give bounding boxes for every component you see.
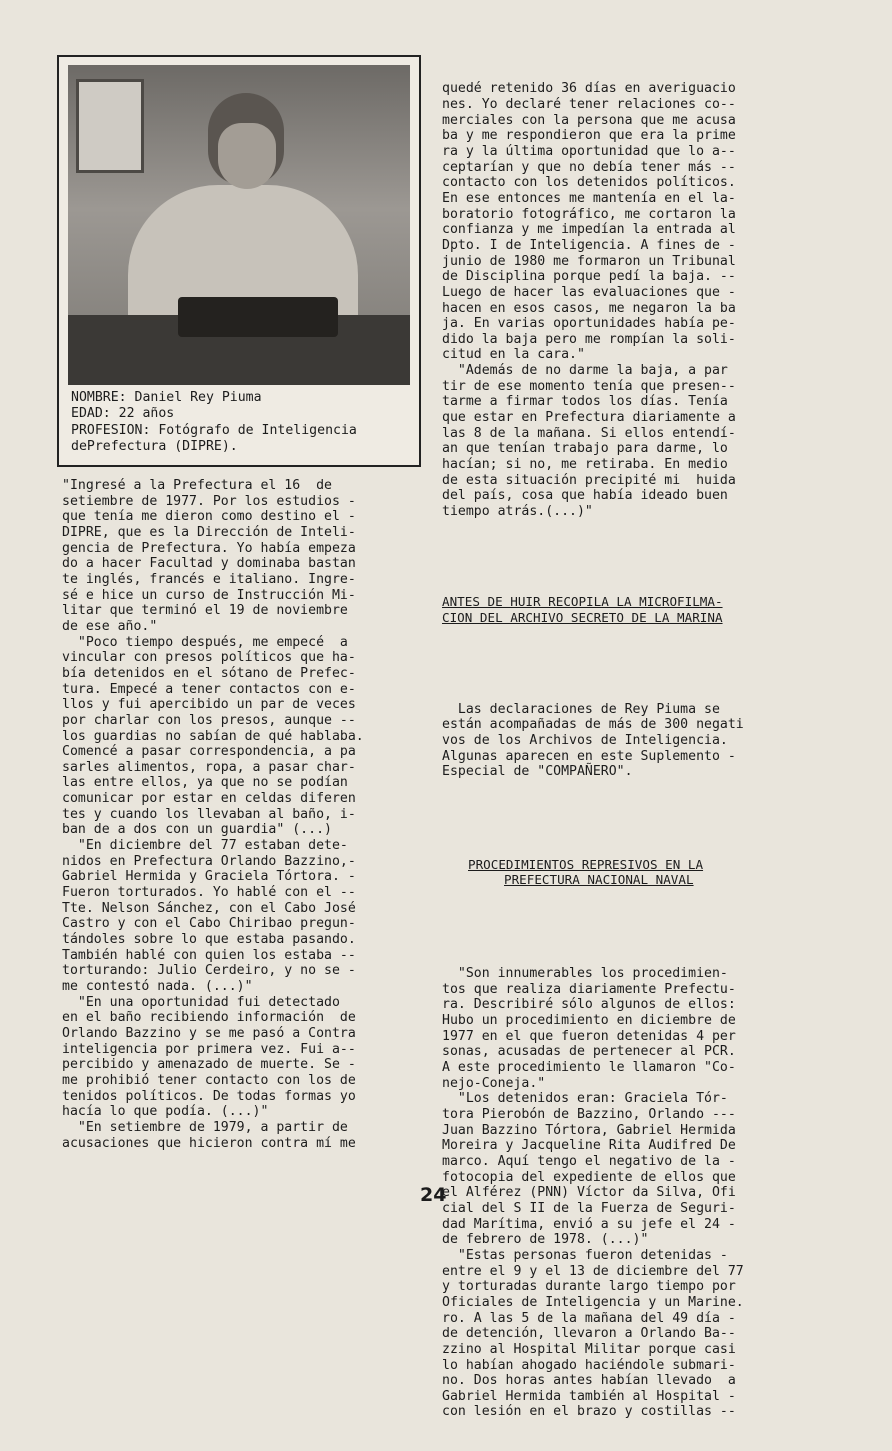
text-line: los guardias no sabían de qué hablaba. [62,728,364,744]
text-line: "Son innumerables los procedimien- [442,966,728,982]
text-line: te inglés, francés e italiano. Ingre- [62,571,356,587]
page-number: 24 [420,1184,447,1206]
text-line: Luego de hacer las evaluaciones que - [442,284,736,300]
text-line: tes y cuando los llevaban al baño, i- [62,806,356,822]
right-column-mid [442,702,807,780]
text-line: citud en la cara." [442,347,585,363]
text-line: junio de 1980 me formaron un Tribunal [442,253,736,269]
text-line: Oficiales de Inteligencia y un Marine. [442,1294,744,1310]
heading-microfilm [442,594,807,625]
text-line: Las declaraciones de Rey Piuma se [442,701,720,717]
text-line: tarme a firmar todos los días. Tenía [442,394,728,410]
text-line: tándoles sobre lo que estaba pasando. [62,932,356,948]
text-line: de febrero de 1978. (...)" [442,1232,649,1248]
heading-procedures-line1: PROCEDIMIENTOS REPRESIVOS EN LA [468,856,704,872]
right-column [442,50,807,1451]
text-line: Gabriel Hermida y Graciela Tórtora. - [62,869,356,885]
text-line: an que tenían trabajo para darme, lo [442,441,728,457]
text-line: que estar en Prefectura diariamente a [442,410,736,426]
text-line: A este procedimiento le llamaron "Co- [442,1060,736,1076]
text-line: me prohibió tener contacto con los de [62,1072,356,1088]
text-line: "Estas personas fueron detenidas - [442,1247,728,1263]
text-line: do a hacer Facultad y dominaba bastan [62,556,356,572]
text-line: nidos en Prefectura Orlando Bazzino,- [62,853,356,869]
heading-microfilm-line1: ANTES DE HUIR RECOPILA LA MICROFILMA- [442,594,723,610]
text-line: tiempo atrás.(...)" [442,504,593,520]
text-line: "En una oportunidad fui detectado [62,994,340,1010]
photo-box [57,55,421,467]
text-line: tenidos políticos. De todas formas yo [62,1088,356,1104]
text-line: inteligencia por primera vez. Fui a-- [62,1041,356,1057]
text-line: zzino al Hospital Militar porque casi [442,1341,736,1357]
text-line: sonas, acusadas de pertenecer al PCR. [442,1044,736,1060]
text-line: sé e hice un curso de Instrucción Mi- [62,587,356,603]
text-line: 1977 en el que fueron detenidas 4 per [442,1028,736,1044]
text-line: hacen en esos casos, me negaron la ba [442,300,736,316]
text-line: Dpto. I de Inteligencia. A fines de - [442,237,736,253]
text-line: También hablé con quien los estaba -- [62,947,356,963]
text-line: en el baño recibiendo información de [62,1010,356,1026]
text-line: bía detenidos en el sótano de Prefec- [62,665,356,681]
caption-age: EDAD: 22 años [71,406,175,422]
text-line: Especial de "COMPAÑERO". [442,764,633,780]
text-line: que tenía me dieron como destino el - [62,509,356,525]
text-line: torturando: Julio Cerdeiro, y no se - [62,963,356,979]
text-line: tir de ese momento tenía que presen-- [442,378,736,394]
text-line: "Además de no darme la baja, a par [442,363,728,379]
caption-agency: dePrefectura (DIPRE). [71,439,238,455]
text-line: vincular con presos políticos que ha- [62,650,356,666]
text-line: tura. Empecé a tener contactos con e- [62,681,356,697]
text-line: DIPRE, que es la Dirección de Inteli- [62,524,356,540]
text-line: merciales con la persona que me acusa [442,112,736,128]
text-line: ra y la última oportunidad que lo a-- [442,143,736,159]
text-line: quedé retenido 36 días en averiguacio [442,81,736,97]
text-line: tos que realiza diariamente Prefectu- [442,981,736,997]
text-line: Hubo un procedimiento en diciembre de [442,1013,736,1029]
right-column-top [442,81,807,519]
caption-profession: PROFESION: Fotógrafo de Inteligencia [71,422,357,438]
text-line: Moreira y Jacqueline Rita Audifred De [442,1138,736,1154]
text-line: ceptarían y que no debía tener más -- [442,159,736,175]
text-line: ja. En varias oportunidades había pe- [442,316,736,332]
text-line: el Alférez (PNN) Víctor da Silva, Ofi [442,1185,736,1201]
text-line: de ese año." [62,618,158,634]
text-line: confianza y me impedían la entrada al [442,222,736,238]
text-line: "Ingresé a la Prefectura el 16 de [62,478,332,493]
text-line: nejo-Coneja." [442,1075,546,1091]
text-line: contacto con los detenidos políticos. [442,175,736,191]
text-line: de esta situación precipité mi huida [442,472,736,488]
heading-microfilm-line2: CION DEL ARCHIVO SECRETO DE LA MARINA [442,609,723,625]
left-column [62,478,422,1151]
text-line: "Los detenidos eran: Graciela Tór- [442,1091,728,1107]
text-line: Tte. Nelson Sánchez, con el Cabo José [62,900,356,916]
text-line: "Poco tiempo después, me empecé a [62,634,348,650]
text-line: "En diciembre del 77 estaban dete- [62,838,348,854]
text-line: están acompañadas de más de 300 negati [442,717,744,733]
text-line: Orlando Bazzino y se me pasó a Contra [62,1025,356,1041]
text-line: gencia de Prefectura. Yo había empeza [62,540,356,556]
text-line: nes. Yo declaré tener relaciones co-- [442,96,736,112]
text-line: marco. Aquí tengo el negativo de la - [442,1153,736,1169]
text-line: de detención, llevaron a Orlando Ba-- [442,1326,736,1342]
text-line: cial del S II de la Fuerza de Seguri- [442,1200,736,1216]
caption-name: NOMBRE: Daniel Rey Piuma [71,390,262,405]
text-line: las 8 de la mañana. Si ellos entendí- [442,425,736,441]
text-line: hacía lo que podía. (...)" [62,1104,269,1120]
text-line: por charlar con los presos, aunque -- [62,712,356,728]
heading-procedures [442,857,807,888]
text-line: y torturadas durante largo tiempo por [442,1279,736,1295]
text-line: ro. A las 5 de la mañana del 49 día - [442,1310,736,1326]
text-line: ra. Describiré sólo algunos de ellos: [442,997,736,1013]
text-line: con lesión en el brazo y costillas -- [442,1404,736,1420]
heading-procedures-line2: PREFECTURA NACIONAL NAVAL [504,872,694,888]
text-line: sarles alimentos, ropa, a pasar char- [62,759,356,775]
text-line: del país, cosa que había ideado buen [442,488,728,504]
text-line: dad Marítima, envió a su jefe el 24 - [442,1216,736,1232]
text-line: tora Pierobón de Bazzino, Orlando --- [442,1107,736,1122]
text-line: me contestó nada. (...)" [62,979,253,994]
portrait-photo [68,65,410,385]
text-line: ban de a dos con un guardia" (...) [62,822,332,838]
text-line: Gabriel Hermida también al Hospital - [442,1388,736,1404]
right-column-bottom [442,966,807,1420]
text-line: Algunas aparecen en este Suplemento - [442,748,736,764]
text-line: no. Dos horas antes habían llevado a [442,1373,736,1389]
text-line: entre el 9 y el 13 de diciembre del 77 [442,1263,744,1279]
photo-caption [71,390,411,456]
text-line: boratorio fotográfico, me cortaron la [442,206,736,222]
text-line: setiembre de 1977. Por los estudios - [62,493,356,509]
text-line: comunicar por estar en celdas diferen [62,791,356,807]
text-line: acusaciones que hicieron contra mí me [62,1135,356,1151]
text-line: En ese entonces me mantenía en el la- [442,190,736,206]
text-line: Fueron torturados. Yo hablé con el -- [62,885,356,901]
text-line: dido la baja pero me rompían la soli- [442,331,736,347]
text-line: Castro y con el Cabo Chiribao pregun- [62,916,356,932]
text-line: Juan Bazzino Tórtora, Gabriel Hermida [442,1122,736,1138]
text-line: vos de los Archivos de Inteligencia. [442,733,728,749]
text-line: lo habían ahogado haciéndole submari- [442,1357,736,1373]
text-line: litar que terminó el 19 de noviembre [62,603,348,619]
text-line: Comencé a pasar correspondencia, a pa [62,744,356,760]
text-line: hacían; si no, me retiraba. En medio [442,457,728,473]
text-line: percibido y amenazado de muerte. Se - [62,1057,356,1073]
text-line: llos y fui apercibido un par de veces [62,697,356,713]
text-line: ba y me respondieron que era la prime [442,128,736,144]
text-line: "En setiembre de 1979, a partir de [62,1119,348,1135]
text-line: fotocopia del expediente de ellos que [442,1169,736,1185]
text-line: las entre ellos, ya que no se podían [62,775,348,791]
text-line: de Disciplina porque pedí la baja. -- [442,269,736,285]
